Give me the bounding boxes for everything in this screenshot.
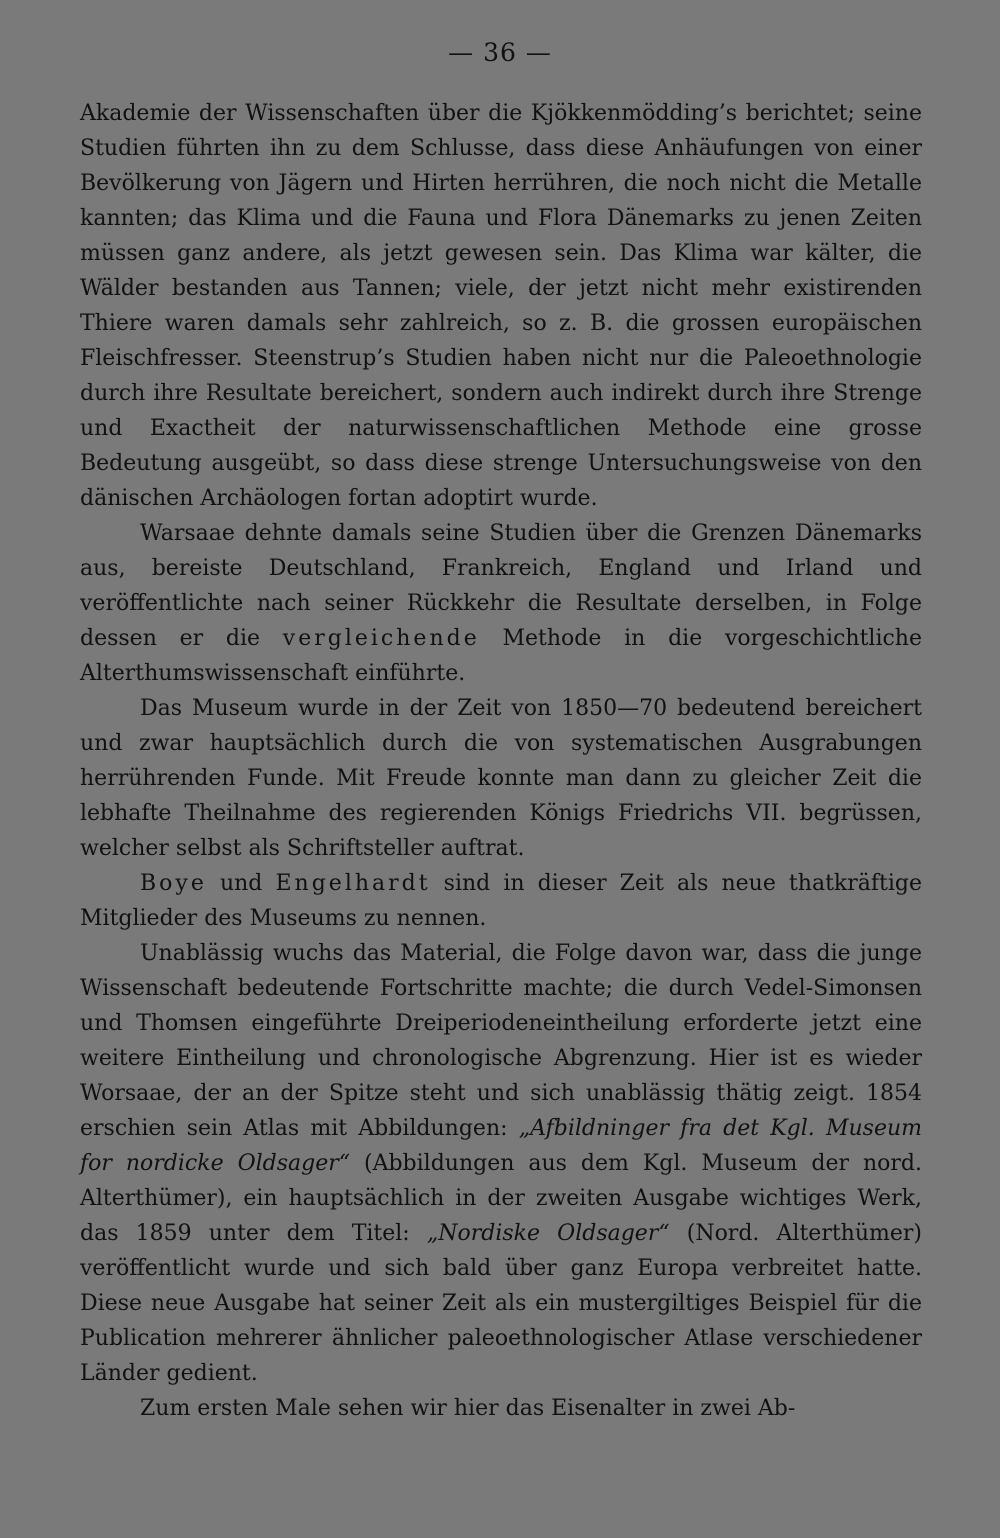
paragraph-1: Akademie der Wissenschaften über die Kjökkenmödding’s berichtet; seine Studien führten ihn zu dem Schlusse, dass diese Anhäufungen von einer Bevölkerung von Jägern und Hirten herrühren, die noch nicht die Metalle kannten; das Klima und die Fauna und Flora Dänemarks zu jenen Zeiten müssen ganz andere, als jetzt gewesen sein. Das Klima war kälter, die Wälder bestanden aus Tannen; viele, der jetzt nicht mehr existirenden Thiere waren damals sehr zahlreich, so z. B. die grossen europäischen Fleischfresser. Steenstrup’s Studien haben nicht nur die Paleoethnologie durch ihre Resultate bereichert, sondern auch indirekt durch ihre Strenge und Exactheit der naturwissenschaftlichen Methode eine grosse Bedeutung ausgeübt, so dass diese strenge Untersuchungsweise von den dänischen Archäologen fortan adoptirt wurde. (80, 101, 922, 511)
paragraph-4-text-b: sind in dieser Zeit als neue thatkräftige Mitglieder des Museums zu nennen. (80, 871, 922, 931)
spaced-name-boye: Boye (140, 871, 207, 896)
paragraph-5-text-c: (Nord. Alterthümer) veröffentlicht wurde und sich bald über ganz Europa verbreitet hatte. Diese neue Ausgabe hat seiner Zeit als ein mustergiltiges Beispiel für die Publication mehrerer ähnlicher paleoethnologischer Atlase verschiedener Länder gedient. (80, 1221, 922, 1386)
book-title-nordiske-oldsager: „Nordiske Oldsager“ (426, 1221, 670, 1246)
paragraph-4-text-a: und (206, 871, 276, 896)
paragraph-5 (80, 936, 922, 1391)
paragraph-4 (80, 866, 922, 936)
paragraph-3: Das Museum wurde in der Zeit von 1850—70 bedeutend bereichert und zwar hauptsächlich durch die von systematischen Ausgrabungen herrührenden Funde. Mit Freude konnte man dann zu gleicher Zeit die lebhafte Theilnahme des regierenden Königs Friedrichs VII. begrüssen, welcher selbst als Schriftsteller auftrat. (80, 696, 922, 861)
paragraph-5-text-b: (Abbildungen aus dem Kgl. Museum der nord. Alterthümer), ein hauptsächlich in der zweiten Ausgabe wichtiges Werk, das 1859 unter dem Titel: (80, 1151, 922, 1246)
paragraph-2-text-a: Warsaae dehnte damals seine Studien über die Grenzen Dänemarks aus, bereiste Deutschland, Frankreich, England und Irland und veröffentlichte nach seiner Rückkehr die Resultate derselben, in Folge dessen er die (80, 521, 922, 651)
spaced-emphasis: vergleichende (282, 626, 480, 651)
paragraph-5-text-a: Unablässig wuchs das Material, die Folge davon war, dass die junge Wissenschaft bedeutende Fortschritte machte; die durch Vedel-Simonsen und Thomsen eingeführte Dreiperiodeneintheilung erforderte jetzt eine weitere Eintheilung und chronologische Abgrenzung. Hier ist es wieder Worsaae, der an der Spitze steht und sich unablässig thätig zeigt. 1854 erschien sein Atlas mit Abbildungen: (80, 941, 922, 1141)
book-title-afbildninger: „Afbildninger fra det Kgl. Museum for nordicke Oldsager“ (80, 1116, 923, 1176)
paragraph-6: Zum ersten Male sehen wir hier das Eisenalter in zwei Ab- (140, 1396, 796, 1421)
body-text (80, 96, 922, 1426)
spaced-name-engelhardt: Engelhardt (275, 871, 431, 896)
paragraph-2 (80, 516, 922, 691)
paragraph-2-text-b: Methode in die vorgeschichtliche Alterthumswissenschaft einführte. (80, 626, 922, 686)
page-number: — 36 — (448, 38, 552, 67)
